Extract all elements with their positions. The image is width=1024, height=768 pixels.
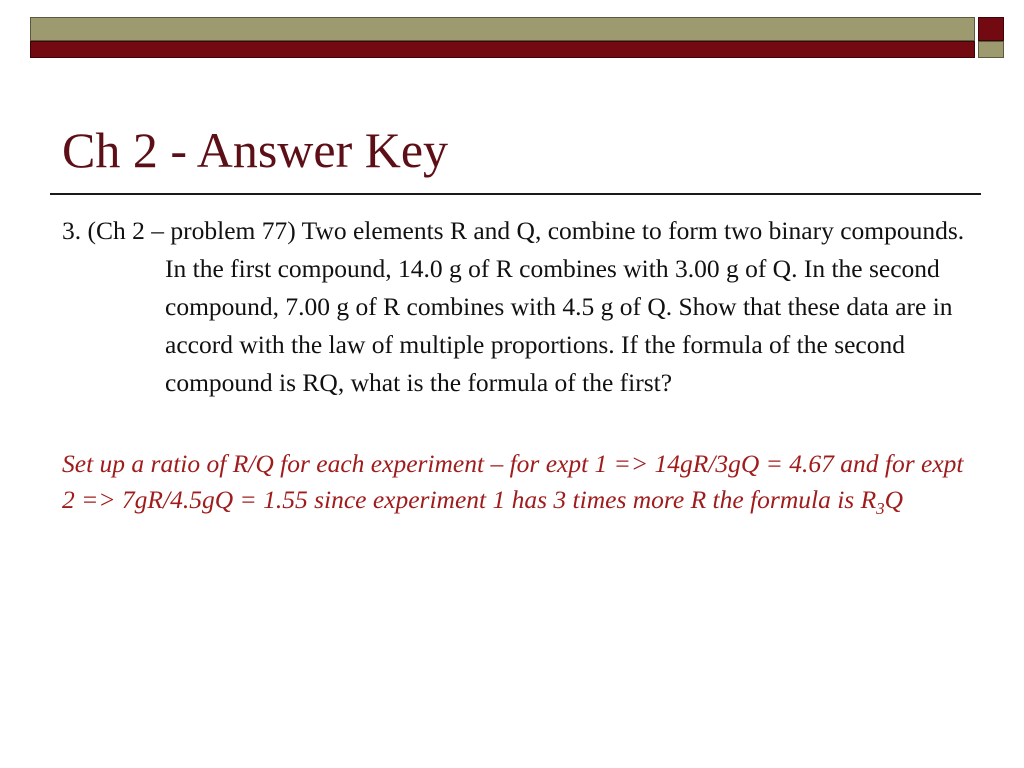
answer-text: Set up a ratio of R/Q for each experiment – for expt 1 => 14gR/3gQ = 4.67 and for expt 2 => 7gR/4.5gQ = 1.55 since experiment 1 has 3 times more R the formula is R (62, 449, 964, 514)
problem-statement: 3. (Ch 2 – problem 77) Two elements R and Q, combine to form two binary compounds. In the first compound, 14.0 g of R combines with 3.00 g of Q. In the second compound, 7.00 g of R combines with 4.5 g of Q. Show that these data are in accord with the law of multiple proportions. If the formula of the second compound is RQ, what is the formula of the first? (62, 216, 965, 397)
header-corner-square-maroon (978, 17, 1004, 41)
header-band-maroon (30, 41, 975, 58)
header-corner-square-olive (978, 41, 1004, 58)
title-divider (50, 193, 981, 195)
slide-title: Ch 2 - Answer Key (62, 122, 449, 178)
answer-explanation (62, 446, 974, 518)
header-band-olive (30, 17, 975, 41)
answer-tail: Q (884, 485, 904, 514)
answer-subscript: 3 (876, 499, 885, 519)
